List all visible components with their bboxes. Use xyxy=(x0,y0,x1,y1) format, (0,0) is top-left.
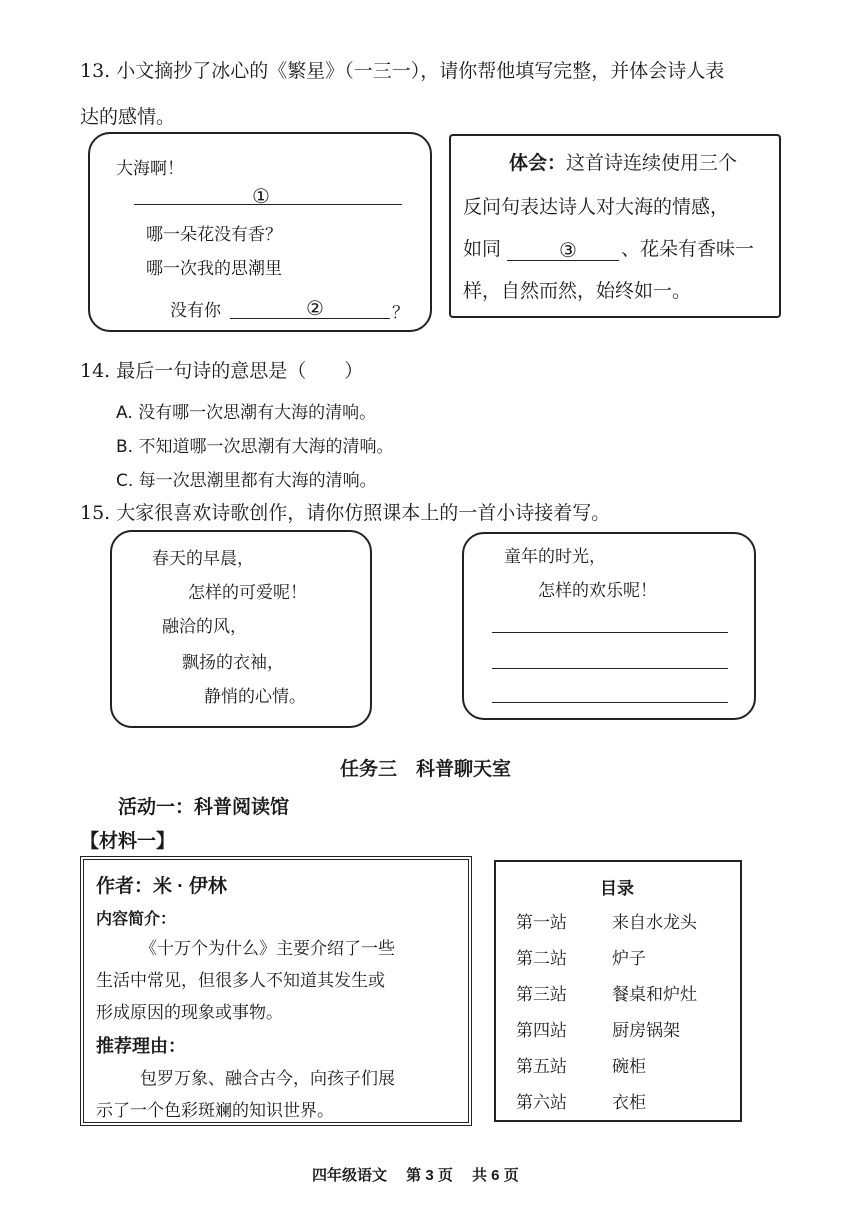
tihui-line-3-suffix: 、花朵有香味一 xyxy=(621,238,755,260)
reason-line-1: 包罗万象、融合古今，向孩子们展 xyxy=(140,1069,395,1089)
toc-row xyxy=(516,1016,680,1041)
tihui-line-3-prefix: 如同 xyxy=(463,238,502,260)
toc-station: 第五站 xyxy=(516,1057,567,1077)
toc-chapter: 衣柜 xyxy=(612,1093,646,1113)
sample-poem-line-1: 春天的早晨， xyxy=(152,549,254,569)
tihui-label: 体会： xyxy=(509,153,567,174)
toc-row xyxy=(516,944,646,969)
write-line-3[interactable] xyxy=(492,702,728,703)
book-author: 作者：米 · 伊林 xyxy=(96,876,227,897)
sample-poem-line-2: 怎样的可爱呢！ xyxy=(188,583,307,603)
intro-line-2: 生活中常见，但很多人不知道其发生或 xyxy=(96,971,385,991)
reason-line-2: 示了一个色彩斑斓的知识世界。 xyxy=(96,1101,334,1121)
blank-1-marker: ① xyxy=(252,184,270,208)
page-footer: 四年级语文 第 3 页 共 6 页 xyxy=(312,1167,519,1184)
toc-chapter: 来自水龙头 xyxy=(612,913,697,933)
toc-station: 第二站 xyxy=(516,949,567,969)
write-line-1[interactable] xyxy=(492,632,728,633)
toc-station: 第三站 xyxy=(516,985,567,1005)
reason-label: 推荐理由： xyxy=(96,1036,186,1056)
sample-poem-line-3: 融洽的风， xyxy=(162,617,247,637)
toc-station: 第六站 xyxy=(516,1093,567,1113)
poem-line-1: 大海啊！ xyxy=(116,159,184,179)
sample-poem-line-5: 静悄的心情。 xyxy=(204,687,306,707)
write-poem-line-1: 童年的时光， xyxy=(504,547,606,567)
toc-station: 第一站 xyxy=(516,913,567,933)
q15-stem: 15. 大家很喜欢诗歌创作，请你仿照课本上的一首小诗接着写。 xyxy=(80,502,611,524)
tihui-line-2: 反问句表达诗人对大海的情感， xyxy=(463,196,730,218)
toc-chapter: 炉子 xyxy=(612,949,646,969)
q13-stem-line1: 13. 小文摘抄了冰心的《繁星》（一三一），请你帮他填写完整，并体会诗人表 xyxy=(80,60,725,82)
toc-row xyxy=(516,1052,646,1077)
toc-box xyxy=(494,860,742,1122)
write-line-2[interactable] xyxy=(492,668,728,669)
poem-line-4: 哪一次我的思潮里 xyxy=(146,259,282,279)
toc-row xyxy=(516,980,697,1005)
toc-row xyxy=(516,908,697,933)
poem-box xyxy=(88,132,432,332)
q14-option-a[interactable]: A. 没有哪一次思潮有大海的清响。 xyxy=(116,403,377,423)
toc-title: 目录 xyxy=(600,879,634,898)
sample-poem-line-4: 飘扬的衣袖， xyxy=(182,653,284,673)
intro-line-3: 形成原因的现象或事物。 xyxy=(96,1003,283,1023)
q13-stem-line2: 达的感情。 xyxy=(80,106,176,128)
toc-chapter: 碗柜 xyxy=(612,1057,646,1077)
activity1-title: 活动一：科普阅读馆 xyxy=(118,797,290,818)
intro-label: 内容简介： xyxy=(96,911,177,928)
intro-line-1: 《十万个为什么》主要介绍了一些 xyxy=(140,939,395,959)
book-info-box xyxy=(80,856,472,1126)
poem-line-5-suffix: ？ xyxy=(392,303,409,323)
blank-3-marker: ③ xyxy=(559,238,577,262)
toc-chapter: 餐桌和炉灶 xyxy=(612,985,697,1005)
toc-station: 第四站 xyxy=(516,1021,567,1041)
tihui-line-1 xyxy=(509,152,737,176)
q14-option-b[interactable]: B. 不知道哪一次思潮有大海的清响。 xyxy=(116,437,394,457)
tihui-line-1-text: 这首诗连续使用三个 xyxy=(566,152,738,174)
tihui-line-4: 样，自然而然，始终如一。 xyxy=(463,280,692,302)
write-poem-line-2: 怎样的欢乐呢！ xyxy=(538,581,657,601)
tihui-box xyxy=(449,134,781,318)
sample-poem-box xyxy=(110,530,372,728)
q14-stem: 14. 最后一句诗的意思是（ ） xyxy=(80,360,364,382)
poem-line-5-prefix: 没有你 xyxy=(170,301,221,321)
task3-title: 任务三 科普聊天室 xyxy=(340,759,512,780)
toc-row xyxy=(516,1088,646,1113)
blank-2-marker: ② xyxy=(306,296,324,320)
poem-line-3: 哪一朵花没有香？ xyxy=(146,225,282,245)
material-1-label: 【材料一】 xyxy=(80,831,176,852)
toc-chapter: 厨房锅架 xyxy=(612,1021,680,1041)
write-poem-box xyxy=(462,532,756,720)
q14-option-c[interactable]: C. 每一次思潮里都有大海的清响。 xyxy=(116,471,377,491)
